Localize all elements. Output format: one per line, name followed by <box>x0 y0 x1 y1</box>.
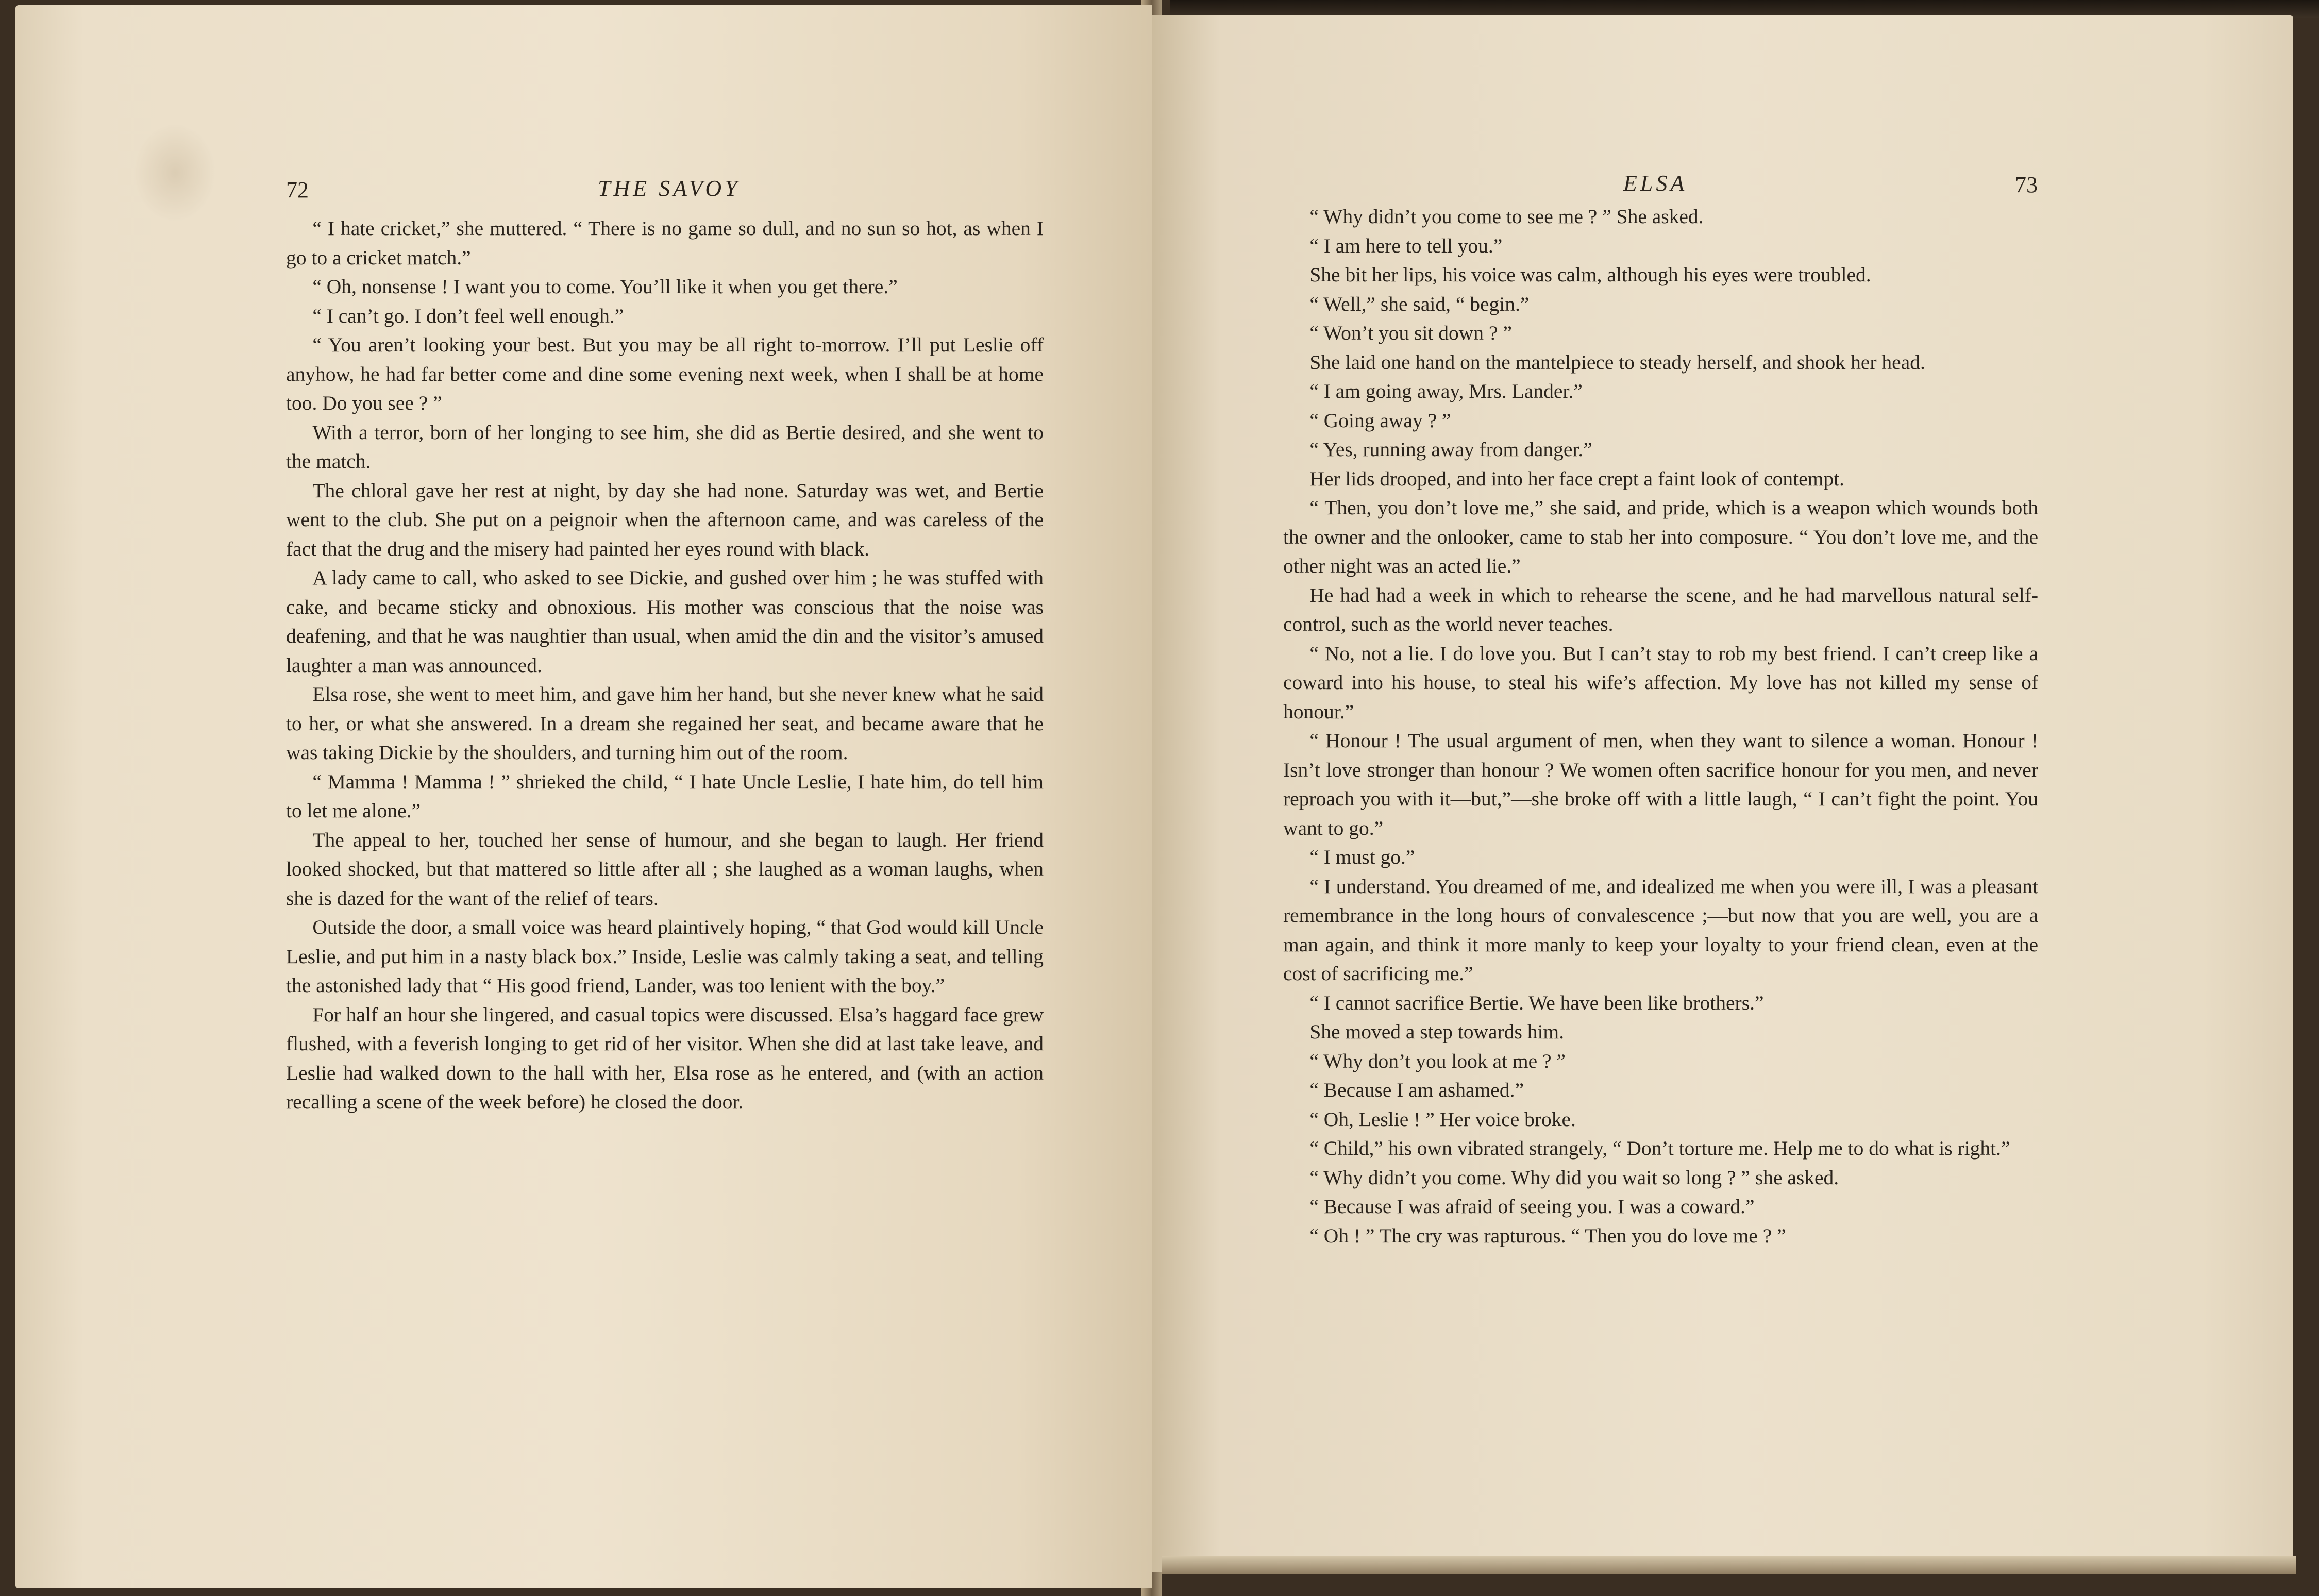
page-number: 72 <box>286 177 309 203</box>
paragraph: “ Going away ? ” <box>1309 409 1451 432</box>
paragraph: “ I must go.” <box>1309 846 1415 868</box>
running-head: THE SAVOY <box>598 176 741 201</box>
paper-stain <box>134 124 216 222</box>
paragraph: “ Why didn’t you come. Why did you wait so long ? ” she asked. <box>1309 1166 1839 1189</box>
paragraph: “ I can’t go. I don’t feel well enough.” <box>312 304 624 327</box>
left-page <box>15 5 1152 1588</box>
paragraph: She bit her lips, his voice was calm, although his eyes were troubled. <box>1309 263 1871 286</box>
paragraph: He had had a week in which to rehearse the scene, and he had marvellous natural self-control, such as the world never teaches. <box>1283 583 2038 635</box>
paragraph: “ Because I am ashamed.” <box>1309 1079 1524 1101</box>
paragraph: For half an hour she lingered, and casual topics were discussed. Elsa’s haggard face grew flushed, with a feverish longing to get rid of her visitor. When she did at last take leave, and Leslie had walked down to the hall with her, Elsa rose as he entered, and (with an action recalling a scene of the week before) he closed the door. <box>286 1003 1044 1113</box>
page-edge-top <box>1170 0 2319 18</box>
paragraph: “ Child,” his own vibrated strangely, “ Don’t torture me. Help me to do what is right.” <box>1309 1137 2010 1160</box>
paragraph: A lady came to call, who asked to see Dickie, and gushed over him ; he was stuffed with cake, and became sticky and obnoxious. His mother was conscious that the noise was deafening, and that he was naughtier than usual, when amid the din and the visitor’s amused laughter a man was announced. <box>286 566 1044 677</box>
paragraph: “ I hate cricket,” she muttered. “ There is no game so dull, and no sun so hot, as when I go to a cricket match.” <box>286 217 1044 269</box>
page-number: 73 <box>2015 172 2038 197</box>
paragraph: “ I cannot sacrifice Bertie. We have been like brothers.” <box>1309 991 1764 1014</box>
paragraph: “ Oh ! ” The cry was rapturous. “ Then you do love me ? ” <box>1309 1224 1786 1247</box>
paragraph: “ Yes, running away from danger.” <box>1309 438 1592 461</box>
paragraph: “ Because I was afraid of seeing you. I was a coward.” <box>1309 1195 1755 1218</box>
paragraph: With a terror, born of her longing to see him, she did as Bertie desired, and she went to the match. <box>286 421 1044 473</box>
paragraph: “ Oh, nonsense ! I want you to come. You’ll like it when you get there.” <box>312 275 898 298</box>
paragraph: The chloral gave her rest at night, by day she had none. Saturday was wet, and Bertie went to the club. She put on a peignoir when the afternoon came, and was careless of the fact that the drug and the misery had painted her eyes round with black. <box>286 479 1044 560</box>
paragraph: “ I am here to tell you.” <box>1309 234 1503 257</box>
paragraph: “ Mamma ! Mamma ! ” shrieked the child, “ I hate Uncle Leslie, I hate him, do tell him to let me alone.” <box>286 770 1044 822</box>
paragraph: “ I understand. You dreamed of me, and idealized me when you were ill, I was a pleasant remembrance in the long hours of convalescence ;—but now that you are well, you are a man again, and think it more manly to keep your loyalty to your friend clean, even at the cost of sacrificing me.” <box>1283 875 2038 985</box>
paragraph: “ I am going away, Mrs. Lander.” <box>1309 380 1583 402</box>
page-edge-bottom <box>1162 1556 2296 1574</box>
paragraph: “ Oh, Leslie ! ” Her voice broke. <box>1309 1107 1576 1131</box>
paragraph: “ No, not a lie. I do love you. But I can’t stay to rob my best friend. I can’t creep like a coward into his house, to steal his wife’s affection. My love has not killed my sense of honour.” <box>1283 642 2038 723</box>
paragraph: “ Why don’t you look at me ? ” <box>1309 1049 1566 1072</box>
page-body <box>286 214 1044 1117</box>
paragraph: She laid one hand on the mantelpiece to steady herself, and shook her head. <box>1309 350 1925 374</box>
paragraph: “ Why didn’t you come to see me ? ” She asked. <box>1309 205 1704 228</box>
paragraph: “ Well,” she said, “ begin.” <box>1309 292 1530 315</box>
paragraph: She moved a step towards him. <box>1309 1020 1565 1043</box>
paragraph: Her lids drooped, and into her face crept a faint look of contempt. <box>1309 467 1844 490</box>
paragraph: “ Then, you don’t love me,” she said, and pride, which is a weapon which wounds both the owner and the onlooker, came to stab her into composure. “ You don’t love me, and the other night was an acted lie.” <box>1283 496 2038 577</box>
running-head: ELSA <box>1623 171 1688 196</box>
paragraph: Outside the door, a small voice was heard plaintively hoping, “ that God would kill Uncle Leslie, and put him in a nasty black box.” Inside, Leslie was calmly taking a seat, and telling the astonished lady that “ His good friend, Lander, was too lenient with the boy.” <box>286 916 1044 997</box>
paragraph: “ You aren’t looking your best. But you may be all right to-morrow. I’ll put Leslie off anyhow, he had far better come and dine some evening next week, when I shall be at home too. Do you see ? ” <box>286 333 1044 414</box>
page-body <box>1283 202 2038 1250</box>
right-page <box>1152 15 2293 1572</box>
paragraph: “ Honour ! The usual argument of men, when they want to silence a woman. Honour ! Isn’t love stronger than honour ? We women often sacrifice honour for you men, and never reproach you with it—but,”—she broke off with a little laugh, “ I can’t fight the point. You want to go.” <box>1283 729 2038 839</box>
paragraph: Elsa rose, she went to meet him, and gave him her hand, but she never knew what he said to her, or what she answered. In a dream she regained her seat, and became aware that he was taking Dickie by the shoulders, and turning him out of the room. <box>286 683 1044 764</box>
paragraph: “ Won’t you sit down ? ” <box>1309 322 1512 344</box>
paragraph: The appeal to her, touched her sense of humour, and she began to laugh. Her friend looked shocked, but that mattered so little after all ; she laughed as a woman laughs, when she is dazed for the want of the relief of tears. <box>286 828 1044 910</box>
